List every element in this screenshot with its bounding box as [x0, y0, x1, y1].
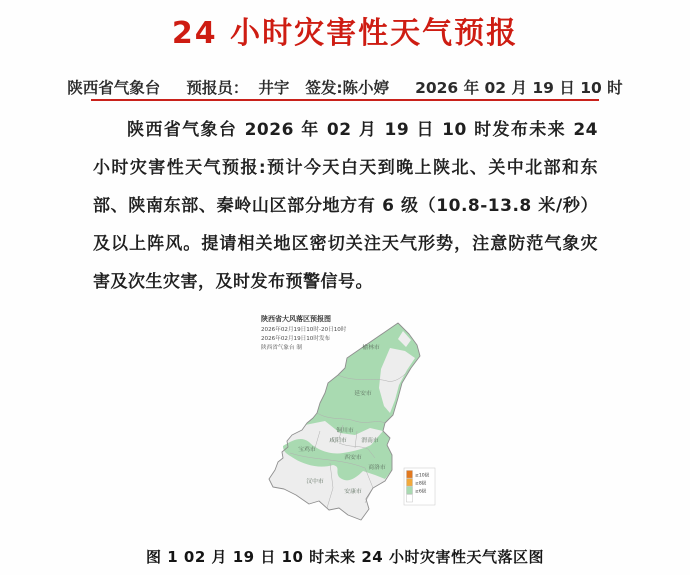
legend-label-gte6: ≥6级: [415, 489, 427, 495]
map-producer: 陕西省气象台 制: [261, 345, 302, 351]
map-label-hanzhong: 汉中市: [306, 479, 324, 485]
legend-label-gte10: ≥10级: [415, 473, 430, 479]
gale-area-map-figure: [235, 303, 467, 543]
map-label-tongchuan: 铜川市: [336, 428, 354, 434]
document-title: 24 小时灾害性天气预报: [171, 16, 519, 51]
figure-caption: 图 1 02 月 19 日 10 时未来 24 小时灾害性天气落区图: [146, 548, 544, 566]
legend-swatch-gte10: [407, 471, 413, 479]
map-label-baoji: 宝鸡市: [298, 447, 316, 453]
issuer-label: 签发:: [305, 79, 343, 97]
map-label-shangluo: 商洛市: [368, 465, 386, 471]
map-issue-time: 2026年02月19日10时发布: [261, 336, 331, 342]
legend-label-gte8: ≥8级: [415, 481, 427, 487]
map-label-yulin: 榆林市: [362, 345, 380, 351]
legend-swatch-gte6: [407, 487, 413, 495]
issuer-header: [0, 76, 690, 98]
header-underline: [91, 99, 599, 101]
map-valid-period: 2026年02月19日10时-20日10时: [261, 327, 347, 333]
map-title: 陕西省大风落区预报图: [261, 315, 331, 323]
forecaster-name: 井宇: [258, 79, 290, 97]
legend-swatch-gte8: [407, 479, 413, 487]
forecaster-label: 预报员：: [186, 79, 249, 97]
map-legend: [404, 468, 435, 505]
issuer-name: 陈小婷: [342, 79, 390, 97]
legend-swatch-none: [407, 495, 413, 503]
map-label-xianyang: 咸阳市: [329, 438, 347, 444]
shaanxi-map-svg: [235, 303, 467, 543]
issue-datetime: 2026 年 02 月 19 日 10 时: [415, 79, 623, 97]
forecast-body-paragraph: 陕西省气象台 2026 年 02 月 19 日 10 时发布未来 24 小时灾害性天气预报:预计今天白天到晚上陕北、关中北部和东部、陕南东部、秦岭山区部分地方有 6 级（10.8-13.8 米/秒）及以上阵风。提请相关地区密切关注天气形势，注意防范气象灾害及次生灾害，及时发布预警信号。: [93, 120, 598, 292]
map-label-yanan: 延安市: [354, 391, 372, 397]
map-label-ankang: 安康市: [344, 489, 362, 495]
map-label-xian: 西安市: [344, 455, 362, 461]
agency-name: 陕西省气象台: [67, 79, 161, 97]
map-label-weinan: 渭南市: [361, 438, 379, 444]
